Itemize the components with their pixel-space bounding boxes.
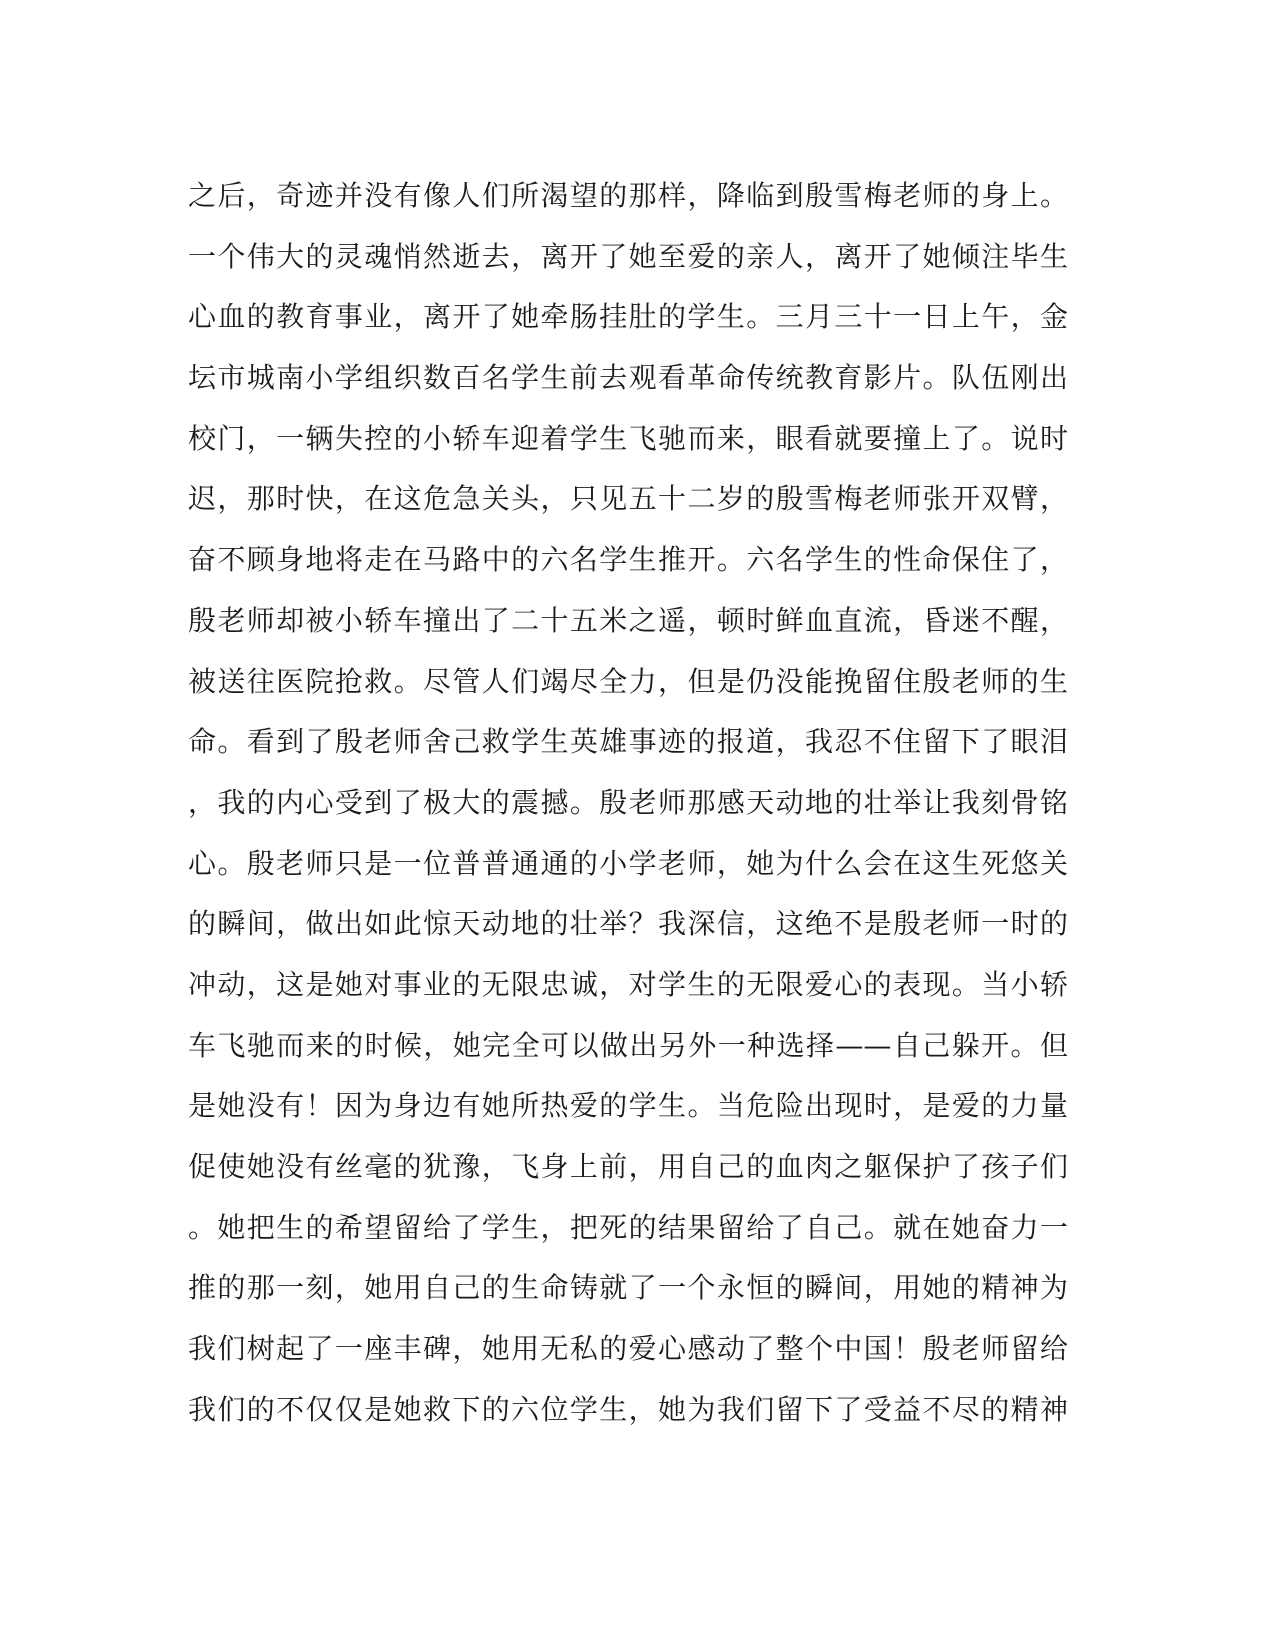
text-line: 的瞬间，做出如此惊天动地的壮举？我深信，这绝不是殷老师一时的: [188, 907, 1068, 941]
text-line: 命。看到了殷老师舍己救学生英雄事迹的报道，我忍不住留下了眼泪: [188, 725, 1068, 759]
text-line: 是她没有！因为身边有她所热爱的学生。当危险出现时，是爱的力量: [188, 1089, 1068, 1123]
text-line: 校门，一辆失控的小轿车迎着学生飞驰而来，眼看就要撞上了。说时: [188, 421, 1068, 455]
text-line: ，我的内心受到了极大的震撼。殷老师那感天动地的壮举让我刻骨铭: [188, 785, 1068, 819]
text-line: 。她把生的希望留给了学生，把死的结果留给了自己。就在她奋力一: [188, 1210, 1068, 1244]
text-line: 被送往医院抢救。尽管人们竭尽全力，但是仍没能挽留住殷老师的生: [188, 664, 1068, 698]
text-line: 殷老师却被小轿车撞出了二十五米之遥，顿时鲜血直流，昏迷不醒，: [188, 603, 1068, 637]
text-line: 冲动，这是她对事业的无限忠诚，对学生的无限爱心的表现。当小轿: [188, 967, 1068, 1001]
text-line: 心血的教育事业，离开了她牵肠挂肚的学生。三月三十一日上午，金: [188, 300, 1068, 334]
text-line: 心。殷老师只是一位普普通通的小学老师，她为什么会在这生死悠关: [188, 846, 1068, 880]
body-text: [188, 166, 1068, 1440]
text-line: 我们树起了一座丰碑，她用无私的爱心感动了整个中国！殷老师留给: [188, 1332, 1068, 1366]
text-line: 奋不顾身地将走在马路中的六名学生推开。六名学生的性命保住了，: [188, 543, 1068, 577]
text-line: 迟，那时快，在这危急关头，只见五十二岁的殷雪梅老师张开双臂，: [188, 482, 1068, 516]
text-line: 车飞驰而来的时候，她完全可以做出另外一种选择——自己躲开。但: [188, 1028, 1068, 1062]
text-line: 一个伟大的灵魂悄然逝去，离开了她至爱的亲人，离开了她倾注毕生: [188, 239, 1068, 273]
text-line: 我们的不仅仅是她救下的六位学生，她为我们留下了受益不尽的精神: [188, 1392, 1068, 1426]
text-line: 促使她没有丝毫的犹豫，飞身上前，用自己的血肉之躯保护了孩子们: [188, 1150, 1068, 1183]
text-line: 坛市城南小学组织数百名学生前去观看革命传统教育影片。队伍刚出: [188, 361, 1068, 395]
text-line: 之后，奇迹并没有像人们所渴望的那样，降临到殷雪梅老师的身上。: [188, 179, 1068, 212]
text-line: 推的那一刻，她用自己的生命铸就了一个永恒的瞬间，用她的精神为: [188, 1271, 1068, 1305]
